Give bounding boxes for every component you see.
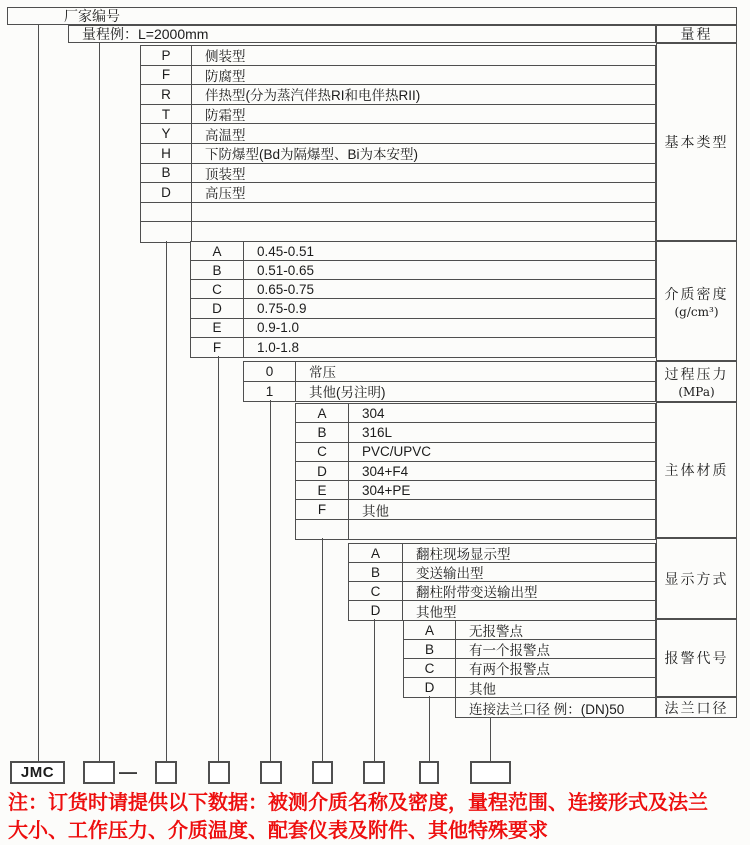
code-cell: F	[296, 500, 349, 518]
model-code-box-8	[470, 761, 511, 784]
banner-factory-code	[7, 7, 737, 25]
category-label-alarm-code	[656, 619, 737, 697]
code-cell	[141, 203, 192, 222]
desc-cell: 常压	[309, 365, 336, 381]
table-basic-type	[140, 45, 656, 243]
leader-line-8	[490, 717, 491, 761]
banner-text-factory-code: 厂家编号	[64, 8, 120, 24]
row-alarm-code-B	[404, 640, 655, 659]
desc-cell: 0.45-0.51	[257, 243, 315, 259]
category-label-basic-type	[656, 43, 737, 241]
code-cell: 0	[244, 362, 296, 381]
leader-line-5	[322, 538, 323, 761]
row-body-material-C	[296, 443, 655, 462]
model-code-box-7	[419, 761, 439, 784]
leader-line-3	[218, 356, 219, 761]
order-note-line2: 大小、工作压力、介质温度、配套仪表及附件、其他特殊要求	[8, 819, 548, 842]
category-label-range	[656, 25, 737, 43]
category-text-body-material: 主体材质	[664, 463, 729, 479]
row-basic-type-H	[141, 144, 655, 164]
category-text-flange-size: 法兰口径	[664, 700, 729, 717]
leader-line-4	[270, 400, 271, 761]
model-prefix-box	[10, 761, 65, 784]
category-subtext-process-pressure: (MPa)	[678, 385, 715, 399]
desc-cell: 高温型	[205, 127, 246, 143]
model-code-box-5	[312, 761, 333, 784]
model-code-box-2	[155, 761, 177, 784]
code-cell: C	[349, 582, 403, 600]
code-cell: B	[191, 261, 244, 279]
category-text-range: 量程	[680, 27, 713, 43]
code-cell: C	[296, 443, 349, 461]
row-medium-density-D	[191, 299, 655, 318]
row-display-mode-D	[349, 601, 655, 620]
code-cell: B	[404, 640, 456, 658]
row-basic-type-blank-9	[141, 222, 655, 242]
leader-line-7	[429, 696, 430, 761]
row-display-mode-A	[349, 544, 655, 563]
category-label-medium-density	[656, 241, 737, 361]
row-body-material-blank-6	[296, 520, 655, 539]
desc-cell	[349, 520, 655, 539]
banner-text-range: 量程例：L=2000mm	[82, 26, 209, 42]
order-note	[8, 790, 748, 845]
table-display-mode	[348, 543, 656, 621]
row-process-pressure-1	[244, 382, 655, 402]
code-cell: P	[141, 46, 192, 65]
leader-line-1	[99, 43, 100, 761]
row-medium-density-F	[191, 338, 655, 357]
desc-cell: 304	[362, 405, 385, 421]
desc-cell: 1.0-1.8	[257, 339, 300, 355]
row-medium-density-B	[191, 261, 655, 280]
model-prefix-text: JMC	[20, 764, 55, 781]
desc-cell: 翻柱现场显示型	[416, 547, 511, 562]
code-cell: E	[296, 481, 349, 499]
code-cell: Y	[141, 124, 192, 143]
row-basic-type-B	[141, 164, 655, 184]
code-cell: H	[141, 144, 192, 163]
model-code-box-3	[208, 761, 230, 784]
desc-cell	[192, 222, 655, 242]
category-text-medium-density: 介质密度	[664, 286, 729, 303]
desc-cell: 有两个报警点	[469, 662, 550, 677]
desc-cell: 0.9-1.0	[257, 320, 300, 336]
row-body-material-E	[296, 481, 655, 500]
category-text-alarm-code: 报警代号	[664, 651, 729, 667]
row-basic-type-blank-8	[141, 203, 655, 223]
row-basic-type-T	[141, 105, 655, 125]
row-medium-density-A	[191, 242, 655, 261]
category-text-basic-type: 基本类型	[664, 135, 729, 151]
desc-cell: 其他型	[416, 604, 457, 620]
row-body-material-D	[296, 462, 655, 481]
code-cell	[141, 222, 192, 242]
code-cell: C	[191, 280, 244, 298]
order-note-line1: 注：订货时请提供以下数据：被测介质名称及密度，量程范围、连接形式及法兰	[8, 792, 708, 814]
category-label-process-pressure	[656, 361, 737, 402]
desc-cell: 0.65-0.75	[257, 281, 315, 297]
desc-cell: 防霜型	[205, 108, 246, 124]
desc-cell: 0.75-0.9	[257, 301, 307, 317]
category-label-flange-size	[656, 697, 737, 718]
code-cell: D	[141, 183, 192, 202]
desc-cell: 防腐型	[205, 68, 246, 84]
leader-line-6	[374, 619, 375, 761]
desc-cell: 变送输出型	[416, 566, 484, 581]
row-display-mode-C	[349, 582, 655, 601]
row-body-material-A	[296, 404, 655, 423]
code-cell: D	[296, 462, 349, 480]
category-text-display-mode: 显示方式	[664, 571, 729, 588]
code-cell	[296, 520, 349, 539]
row-body-material-F	[296, 500, 655, 519]
desc-cell: 其他(另注明)	[309, 385, 386, 401]
row-medium-density-E	[191, 319, 655, 338]
model-code-box-4	[260, 761, 282, 784]
desc-cell: 316L	[362, 424, 393, 440]
row-basic-type-P	[141, 46, 655, 66]
row-process-pressure-0	[244, 362, 655, 382]
code-cell: A	[404, 621, 456, 639]
code-cell: D	[404, 678, 456, 697]
code-cell: A	[296, 404, 349, 422]
desc-cell: 其他	[469, 681, 496, 697]
category-label-body-material	[656, 402, 737, 538]
code-cell: T	[141, 105, 192, 124]
model-code-box-1	[83, 761, 115, 784]
code-cell: C	[404, 659, 456, 677]
row-display-mode-B	[349, 563, 655, 582]
row-alarm-code-A	[404, 621, 655, 640]
code-cell: D	[191, 299, 244, 317]
desc-cell: 伴热型(分为蒸汽伴热RI和电伴热RII)	[205, 88, 421, 104]
code-cell: R	[141, 85, 192, 104]
desc-cell: 其他	[362, 503, 389, 519]
flange-row	[455, 697, 656, 718]
code-cell: 1	[244, 382, 296, 402]
code-cell: A	[191, 242, 244, 260]
model-separator: —	[119, 762, 137, 782]
code-cell: F	[191, 338, 244, 357]
model-code-box-6	[363, 761, 385, 784]
code-cell: B	[349, 563, 403, 581]
desc-cell: 304+F4	[362, 463, 409, 479]
code-cell: B	[141, 164, 192, 183]
banner-range	[68, 25, 656, 43]
row-basic-type-D	[141, 183, 655, 203]
row-alarm-code-D	[404, 678, 655, 697]
code-cell: B	[296, 423, 349, 441]
code-cell: A	[349, 544, 403, 562]
code-cell: F	[141, 66, 192, 85]
code-cell: D	[349, 601, 403, 620]
desc-cell: 翻柱附带变送输出型	[416, 585, 538, 600]
desc-cell: 0.51-0.65	[257, 262, 315, 278]
flange-text: 连接法兰口径 例：(DN)50	[469, 701, 625, 717]
row-medium-density-C	[191, 280, 655, 299]
leader-line-0	[38, 25, 39, 761]
table-process-pressure	[243, 361, 656, 402]
code-cell: E	[191, 319, 244, 337]
row-basic-type-F	[141, 66, 655, 86]
category-text-process-pressure: 过程压力	[664, 367, 729, 383]
desc-cell: 顶装型	[205, 166, 246, 182]
table-medium-density	[190, 241, 656, 358]
table-alarm-code	[403, 620, 656, 698]
desc-cell: 高压型	[205, 186, 246, 202]
desc-cell: 无报警点	[469, 624, 523, 639]
row-basic-type-Y	[141, 124, 655, 144]
row-basic-type-R	[141, 85, 655, 105]
desc-cell	[192, 203, 655, 222]
desc-cell: 下防爆型(Bd为隔爆型、Bi为本安型)	[205, 147, 419, 163]
desc-cell: PVC/UPVC	[362, 444, 432, 460]
leader-line-2	[166, 241, 167, 761]
category-label-display-mode	[656, 538, 737, 619]
category-subtext-medium-density: (g/cm³)	[674, 304, 719, 319]
desc-cell: 有一个报警点	[469, 643, 550, 658]
row-body-material-B	[296, 423, 655, 442]
desc-cell: 侧装型	[205, 49, 246, 65]
desc-cell: 304+PE	[362, 482, 411, 498]
table-body-material	[295, 403, 656, 540]
row-alarm-code-C	[404, 659, 655, 678]
